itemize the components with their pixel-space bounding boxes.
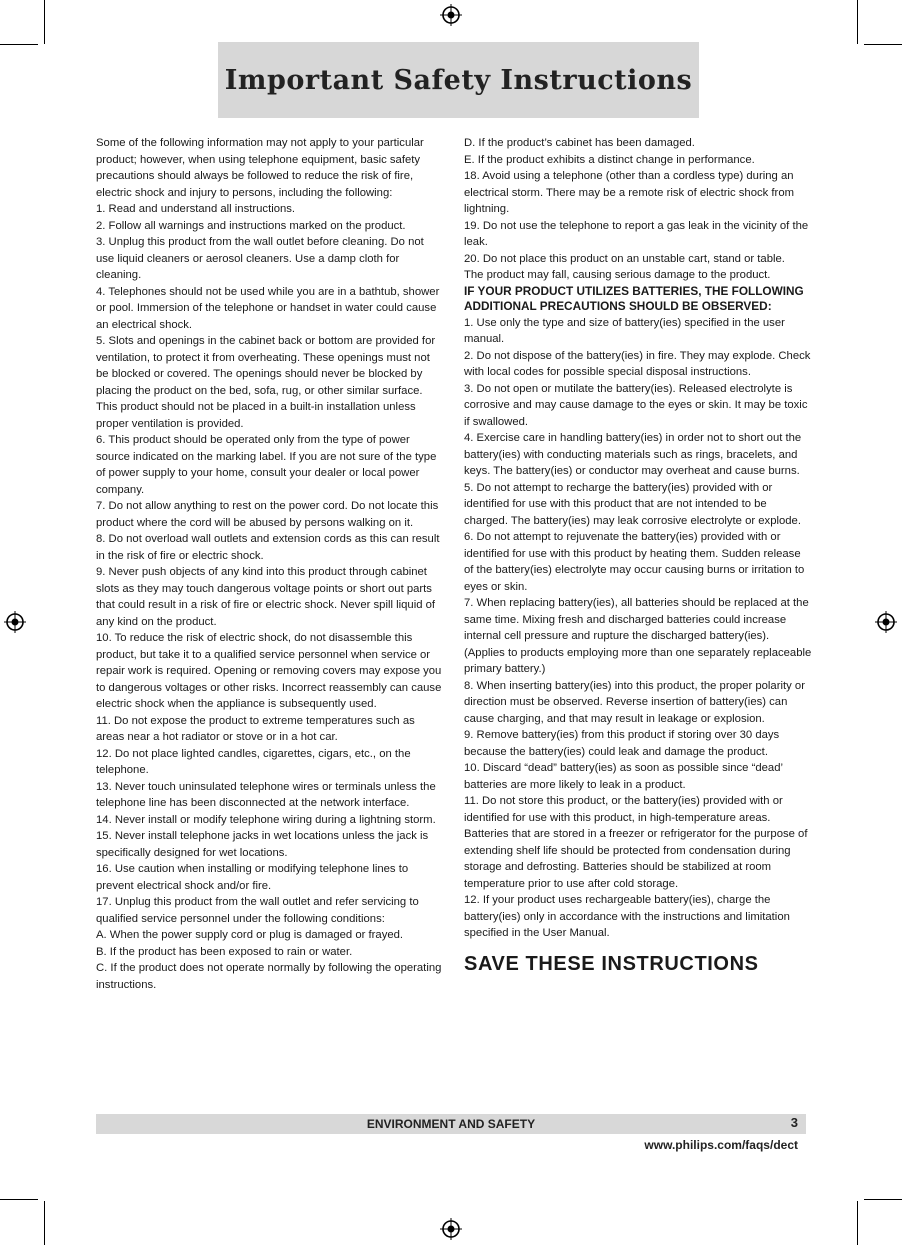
registration-mark-icon (875, 611, 897, 633)
paragraph: The product may fall, causing serious damage to the product. (464, 269, 771, 281)
crop-mark (44, 1201, 45, 1245)
crop-mark (0, 1199, 38, 1200)
paragraph: 18. Avoid using a telephone (other than a cordless type) during an electrical storm. There may be a remote risk of electric shock from lightning. (464, 170, 795, 215)
title-banner (218, 42, 699, 118)
paragraph: 4. Telephones should not be used while you are in a bathtub, shower or pool. Immersion of the telephone or handset in water could cause an electrical shock. (96, 285, 440, 331)
paragraph: 4. Exercise care in handling battery(ies) in order not to short out the battery(ies) with conducting materials such as rings, bracelets, and keys. The battery(ies) or conductor may overheat and cause burns. (464, 432, 802, 477)
paragraph: 7. Do not allow anything to rest on the power cord. Do not locate this product where the cord will be abused by persons walking on it. (96, 500, 439, 529)
paragraph: 9. Remove battery(ies) from this product if storing over 30 days because the battery(ies) could leak and damage the product. (464, 729, 780, 758)
paragraph: 6. Do not attempt to rejuvenate the battery(ies) provided with or identified for use with this product by heating them. Sudden release of the battery(ies) electrolyte may occur causing burns or irritation to eyes or skin. (464, 531, 805, 593)
paragraph: 3. Do not open or mutilate the battery(ies). Released electrolyte is corrosive and may cause damage to the eyes or skin. It may be toxic if swallowed. (464, 382, 808, 428)
paragraph: 20. Do not place this product on an unstable cart, stand or table. (464, 252, 785, 265)
registration-mark-icon (440, 1218, 462, 1240)
paragraph: 1. Use only the type and size of battery(ies) specified in the user manual. (464, 316, 785, 345)
footer-section-title: ENVIRONMENT AND SAFETY (366, 1117, 536, 1131)
paragraph: 5. Slots and openings in the cabinet back or bottom are provided for ventilation, to protect it from overheating. These openings must not be blocked or covered. The openings should never be blocked by placing the product on the bed, sofa, rug, or other similar surface. This product should not be placed in a built-in installation unless proper ventilation is provided. (96, 335, 436, 430)
crop-mark (857, 0, 858, 44)
crop-mark (0, 44, 38, 45)
paragraph: 2. Do not dispose of the battery(ies) in fire. They may explode. Check with local codes for possible special disposal instructions. (464, 349, 811, 378)
paragraph: 12. Do not place lighted candles, cigarettes, cigars, etc., on the telephone. (96, 747, 411, 776)
paragraph: 9. Never push objects of any kind into this product through cabinet slots as they may touch dangerous voltage points or short out parts that could result in a risk of fire or electric shock. Never spill liquid of any kind on the product. (96, 566, 436, 628)
paragraph: 10. Discard “dead” battery(ies) as soon as possible since “dead’ batteries are more likely to leak in a product. (464, 762, 783, 791)
registration-mark-icon (4, 611, 26, 633)
paragraph: E. If the product exhibits a distinct change in performance. (464, 153, 755, 166)
crop-mark (44, 0, 45, 44)
battery-precautions-heading: IF YOUR PRODUCT UTILIZES BATTERIES, THE FOLLOWING ADDITIONAL PRECAUTIONS SHOULD BE OBSERVED: (464, 283, 804, 313)
save-instructions-heading: SAVE THESE INSTRUCTIONS (464, 952, 759, 975)
paragraph: 8. Do not overload wall outlets and extension cords as this can result in the risk of fire or electric shock. (96, 533, 440, 562)
right-column (464, 135, 812, 975)
paragraph: 17. Unplug this product from the wall outlet and refer servicing to qualified service personnel under the following conditions: (96, 896, 419, 925)
left-column (96, 135, 444, 993)
paragraph: B. If the product has been exposed to rain or water. (96, 945, 353, 958)
paragraph: 2. Follow all warnings and instructions marked on the product. (96, 219, 406, 232)
paragraph: 7. When replacing battery(ies), all batteries should be replaced at the same time. Mixing fresh and discharged batteries could increase internal cell pressure and rupture the discharged battery(ies). (Applies to products employing more than one separately replaceable primary battery.) (464, 597, 812, 675)
paragraph: 16. Use caution when installing or modifying telephone lines to prevent electrical shock and/or fire. (96, 863, 409, 892)
crop-mark (864, 1199, 902, 1200)
paragraph: 14. Never install or modify telephone wiring during a lightning storm. (96, 813, 436, 826)
paragraph: 1. Read and understand all instructions. (96, 203, 296, 215)
registration-mark-icon (440, 4, 462, 26)
paragraph: Batteries that are stored in a freezer or refrigerator for the purpose of extending shelf life should be protected from condensation during storage and defrosting. Batteries should be stabilized at room temperature prior to use after cold storage. (464, 828, 808, 890)
paragraph: Some of the following information may not apply to your particular product; however, when using telephone equipment, basic safety precautions should always be followed to reduce the risk of fire, electric shock and injury to persons, including the following: (96, 137, 424, 199)
crop-mark (857, 1201, 858, 1245)
paragraph: 5. Do not attempt to recharge the battery(ies) provided with or identified for use with this product that are not intended to be charged. The battery(ies) may leak corrosive electrolyte or explode. (464, 481, 801, 527)
paragraph: 11. Do not expose the product to extreme temperatures such as areas near a hot radiator or stove or in a hot car. (96, 714, 415, 743)
paragraph: 3. Unplug this product from the wall outlet before cleaning. Do not use liquid cleaners or aerosol cleaners. Use a damp cloth for cleaning. (96, 236, 424, 281)
page-title: Important Safety Instructions (224, 64, 693, 96)
paragraph: 13. Never touch uninsulated telephone wires or terminals unless the telephone line has been disconnected at the network interface. (96, 780, 436, 809)
paragraph: 10. To reduce the risk of electric shock, do not disassemble this product, but take it to a qualified service personnel when service or repair work is required. Opening or removing covers may expose you to dangerous voltages or other risks. Incorrect reassembly can cause electric shock when the appliance is subsequently used. (96, 632, 442, 710)
paragraph: 19. Do not use the telephone to report a gas leak in the vicinity of the leak. (464, 219, 809, 248)
paragraph: 11. Do not store this product, or the battery(ies) provided with or identified for use with this product, in high-temperature areas. (464, 795, 783, 824)
paragraph: D. If the product’s cabinet has been damaged. (464, 137, 695, 149)
paragraph: 15. Never install telephone jacks in wet locations unless the jack is specifically designed for wet locations. (96, 830, 429, 859)
paragraph: C. If the product does not operate normally by following the operating instructions. (96, 962, 442, 991)
crop-mark (864, 44, 902, 45)
paragraph: 6. This product should be operated only from the type of power source indicated on the marking label. If you are not sure of the type of power supply to your home, consult your dealer or local power company. (96, 434, 437, 496)
paragraph: A. When the power supply cord or plug is damaged or frayed. (96, 929, 404, 941)
support-url: www.philips.com/faqs/dect (644, 1138, 798, 1152)
page-number: 3 (790, 1115, 798, 1130)
paragraph: 12. If your product uses rechargeable battery(ies), charge the battery(ies) only in accordance with the instructions and limitation specified in the User Manual. (464, 894, 790, 939)
footer-bar (96, 1114, 806, 1134)
paragraph: 8. When inserting battery(ies) into this product, the proper polarity or direction must be observed. Reverse insertion of battery(ies) can cause charging, and that may result in leakage or explosion. (464, 679, 805, 725)
